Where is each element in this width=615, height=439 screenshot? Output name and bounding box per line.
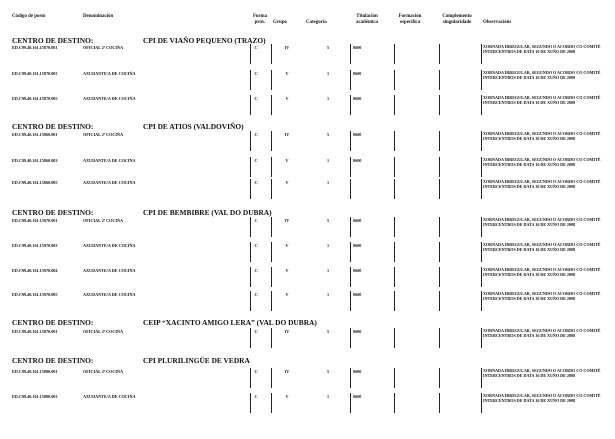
column-divider [481,95,482,115]
column-divider [350,179,351,199]
column-divider [271,328,272,348]
codigo-cell: ED.C99.40.161.15880.003 [12,394,58,399]
column-divider [439,393,440,413]
centro-label: CENTRO DE DESTINO: [12,318,94,327]
categoria-cell: 1 [326,180,330,185]
column-divider [250,291,251,311]
column-divider [250,70,251,90]
denominacion-cell: AXUDANTE/A DE COCIÑA [83,96,136,101]
titulacion-cell: 0600 [353,292,362,297]
column-divider [394,95,395,115]
column-divider [250,179,251,199]
denominacion-cell: AXUDANTE/A DE COCIÑA [83,394,136,399]
centro-label: CENTRO DE DESTINO: [12,356,94,365]
denominacion-cell: OFICIAL 2ª COCIÑA [83,218,124,223]
grupo-cell: V [285,394,289,399]
grupo-cell: V [285,96,289,101]
codigo-cell: ED.C99.40.161.15970.004 [12,268,58,273]
categoria-cell: 1 [326,292,330,297]
centro-name: CPI DE ATIOS (VALDOVIÑO) [143,122,244,131]
codigo-cell: ED.C99.40.161.15870.005 [12,96,58,101]
forma-cell: C [254,45,258,50]
column-divider [350,217,351,237]
column-divider [271,368,272,388]
categoria-cell: 5 [326,329,330,334]
forma-cell: C [254,268,258,273]
column-divider [350,291,351,311]
centro-name: CPI PLURILINGÜE DE VEDRA [143,356,250,365]
column-divider [394,291,395,311]
column-divider [439,44,440,64]
header-forma: Forma prov. [252,14,268,25]
codigo-cell: ED.C99.40.161.15970.001 [12,218,58,223]
column-divider [481,242,482,262]
forma-cell: C [254,71,258,76]
categoria-cell: 5 [326,369,330,374]
header-categoria: Categoría [306,20,327,25]
column-divider [481,217,482,237]
titulacion-cell: 0600 [353,96,362,101]
header-titulacion: Titulación académica [355,14,379,25]
header-formacion: Formación específica [398,14,422,25]
observaciones-cell: XORNADA IRREGULAR, SEGUNDO O ACORDO CO COMITÉ INTERCENTROS DE DATA 16 DE XUÑO DE 2008 [483,328,601,338]
centro-label: CENTRO DE DESTINO: [12,122,94,131]
titulacion-cell: 0600 [353,268,362,273]
observaciones-cell: XORNADA IRREGULAR, SEGUNDO O ACORDO CO COMITÉ INTERCENTROS DE DATA 16 DE XUÑO DE 2008 [483,44,601,54]
column-divider [250,267,251,287]
denominacion-cell: AXUDANTE/A DE COCIÑA [83,180,136,185]
categoria-cell: 5 [326,218,330,223]
column-divider [394,70,395,90]
column-divider [271,242,272,262]
column-divider [481,157,482,177]
header-denominacion: Denominación [83,14,114,19]
column-divider [250,44,251,64]
codigo-cell: ED.C99.40.161.15870.001 [12,329,58,334]
grupo-cell: IV [284,218,290,223]
titulacion-cell: 0600 [353,158,362,163]
denominacion-cell: AXUDANTE/A DE COCIÑA [83,268,136,273]
column-divider [481,393,482,413]
forma-cell: C [254,369,258,374]
grupo-cell: IV [284,329,290,334]
column-divider [271,70,272,90]
denominacion-cell: OFICIAL 2ª COCIÑA [83,45,124,50]
header-observaciones: Observacións [483,20,512,25]
column-divider [481,368,482,388]
categoria-cell: 5 [326,45,330,50]
grupo-cell: IV [284,369,290,374]
observaciones-cell: XORNADA IRREGULAR, SEGUNDO O ACORDO CO COMITÉ INTERCENTROS DE DATA 16 DE XUÑO DE 2008 [483,157,601,167]
denominacion-cell: OFICIAL 2ª COCIÑA [83,329,124,334]
column-divider [439,217,440,237]
column-divider [250,95,251,115]
column-divider [394,157,395,177]
categoria-cell: 1 [326,96,330,101]
column-divider [271,267,272,287]
column-divider [394,393,395,413]
codigo-cell: ED.C99.40.161.15870.001 [12,45,58,50]
forma-cell: C [254,218,258,223]
codigo-cell: ED.C99.40.161.15880.001 [12,369,58,374]
header-codigo: Código de posto [12,14,46,19]
column-divider [481,291,482,311]
observaciones-cell: XORNADA IRREGULAR, SEGUNDO O ACORDO CO COMITÉ INTERCENTROS DE DATA 16 DE XUÑO DE 2008 [483,70,601,80]
column-divider [250,328,251,348]
forma-cell: C [254,292,258,297]
grupo-cell: IV [284,45,290,50]
denominacion-cell: OFICIAL 2ª COCIÑA [83,369,124,374]
column-divider [481,44,482,64]
column-divider [350,242,351,262]
column-divider [439,242,440,262]
grupo-cell: V [285,292,289,297]
titulacion-cell: 0600 [353,243,362,248]
forma-cell: C [254,132,258,137]
forma-cell: C [254,394,258,399]
observaciones-cell: XORNADA IRREGULAR, SEGUNDO O ACORDO CO COMITÉ INTERCENTROS DE DATA 16 DE XUÑO DE 2008 [483,291,601,301]
column-divider [394,267,395,287]
column-divider [271,95,272,115]
column-divider [439,131,440,151]
codigo-cell: ED.C99.40.161.15860.005 [12,180,58,185]
column-divider [250,368,251,388]
column-divider [271,217,272,237]
column-divider [439,267,440,287]
observaciones-cell: XORNADA IRREGULAR, SEGUNDO O ACORDO CO COMITÉ INTERCENTROS DE DATA 16 DE XUÑO DE 2008 [483,179,601,189]
grupo-cell: V [285,243,289,248]
categoria-cell: 1 [326,394,330,399]
forma-cell: C [254,158,258,163]
denominacion-cell: AXUDANTE/A DE COCIÑA [83,71,136,76]
column-divider [350,44,351,64]
grupo-cell: V [285,71,289,76]
column-divider [271,157,272,177]
denominacion-cell: OFICIAL 2ª COCIÑA [83,132,124,137]
forma-cell: C [254,329,258,334]
codigo-cell: ED.C99.40.161.15860.003 [12,158,58,163]
column-divider [439,368,440,388]
categoria-cell: 1 [326,268,330,273]
titulacion-cell: 0600 [353,132,362,137]
observaciones-cell: XORNADA IRREGULAR, SEGUNDO O ACORDO CO COMITÉ INTERCENTROS DE DATA 16 DE XUÑO DE 2008 [483,131,601,141]
column-divider [481,328,482,348]
centro-name: CPI DE BEMBIBRE (VAL DO DUBRA) [143,208,272,217]
column-divider [394,131,395,151]
column-divider [271,393,272,413]
categoria-cell: 1 [326,71,330,76]
column-divider [394,368,395,388]
column-divider [350,70,351,90]
column-divider [350,328,351,348]
column-divider [439,95,440,115]
column-divider [481,70,482,90]
categoria-cell: 1 [326,158,330,163]
column-divider [394,179,395,199]
column-divider [250,393,251,413]
column-divider [439,328,440,348]
codigo-cell: ED.C99.40.161.15870.003 [12,71,58,76]
centro-label: CENTRO DE DESTINO: [12,36,94,45]
column-divider [439,70,440,90]
column-divider [271,179,272,199]
column-divider [271,291,272,311]
centro-label: CENTRO DE DESTINO: [12,208,94,217]
categoria-cell: 1 [326,243,330,248]
column-divider [250,217,251,237]
denominacion-cell: AXUDANTE/A DE COCIÑA [83,158,136,163]
titulacion-cell: 0600 [353,45,362,50]
observaciones-cell: XORNADA IRREGULAR, SEGUNDO O ACORDO CO COMITÉ INTERCENTROS DE DATA 16 DE XUÑO DE 2008 [483,217,601,227]
grupo-cell: V [285,180,289,185]
column-divider [439,157,440,177]
column-divider [271,44,272,64]
observaciones-cell: XORNADA IRREGULAR, SEGUNDO O ACORDO CO COMITÉ INTERCENTROS DE DATA 16 DE XUÑO DE 2008 [483,368,601,378]
column-divider [350,267,351,287]
column-divider [394,242,395,262]
codigo-cell: ED.C99.40.161.15860.001 [12,132,58,137]
column-divider [350,157,351,177]
column-divider [439,179,440,199]
codigo-cell: ED.C99.40.161.15970.005 [12,292,58,297]
codigo-cell: ED.C99.40.161.15970.003 [12,243,58,248]
header-complemento: Complemento singularidade [442,14,472,25]
column-divider [350,393,351,413]
column-divider [350,368,351,388]
column-divider [481,267,482,287]
grupo-cell: IV [284,132,290,137]
observaciones-cell: XORNADA IRREGULAR, SEGUNDO O ACORDO CO COMITÉ INTERCENTROS DE DATA 16 DE XUÑO DE 2008 [483,267,601,277]
column-divider [439,291,440,311]
titulacion-cell: 0600 [353,394,362,399]
observaciones-cell: XORNADA IRREGULAR, SEGUNDO O ACORDO CO COMITÉ INTERCENTROS DE DATA 16 DE XUÑO DE 2008 [483,95,601,105]
column-divider [250,242,251,262]
column-divider [271,131,272,151]
titulacion-cell: 0600 [353,329,362,334]
titulacion-cell: 0600 [353,218,362,223]
forma-cell: C [254,180,258,185]
column-divider [250,157,251,177]
column-divider [394,44,395,64]
observaciones-cell: XORNADA IRREGULAR, SEGUNDO O ACORDO CO COMITÉ INTERCENTROS DE DATA 16 DE XUÑO DE 2008 [483,393,601,403]
titulacion-cell: 0600 [353,71,362,76]
grupo-cell: V [285,268,289,273]
column-divider [481,131,482,151]
column-divider [250,131,251,151]
centro-name: CPI DE VIAÑO PEQUENO (TRAZO) [143,36,266,45]
column-divider [394,217,395,237]
denominacion-cell: AXUDANTE/A DE COCIÑA [83,243,136,248]
observaciones-cell: XORNADA IRREGULAR, SEGUNDO O ACORDO CO COMITÉ INTERCENTROS DE DATA 16 DE XUÑO DE 2008 [483,242,601,252]
denominacion-cell: AXUDANTE/A DE COCIÑA [83,292,136,297]
column-divider [350,95,351,115]
grupo-cell: V [285,158,289,163]
header-grupo: Grupo [273,20,287,25]
column-divider [481,179,482,199]
column-divider [394,328,395,348]
column-divider [350,131,351,151]
forma-cell: C [254,96,258,101]
categoria-cell: 5 [326,132,330,137]
titulacion-cell: 0600 [353,369,362,374]
centro-name: CEIP “XACINTO AMIGO LERA” (VAL DO DUBRA) [143,318,317,327]
forma-cell: C [254,243,258,248]
